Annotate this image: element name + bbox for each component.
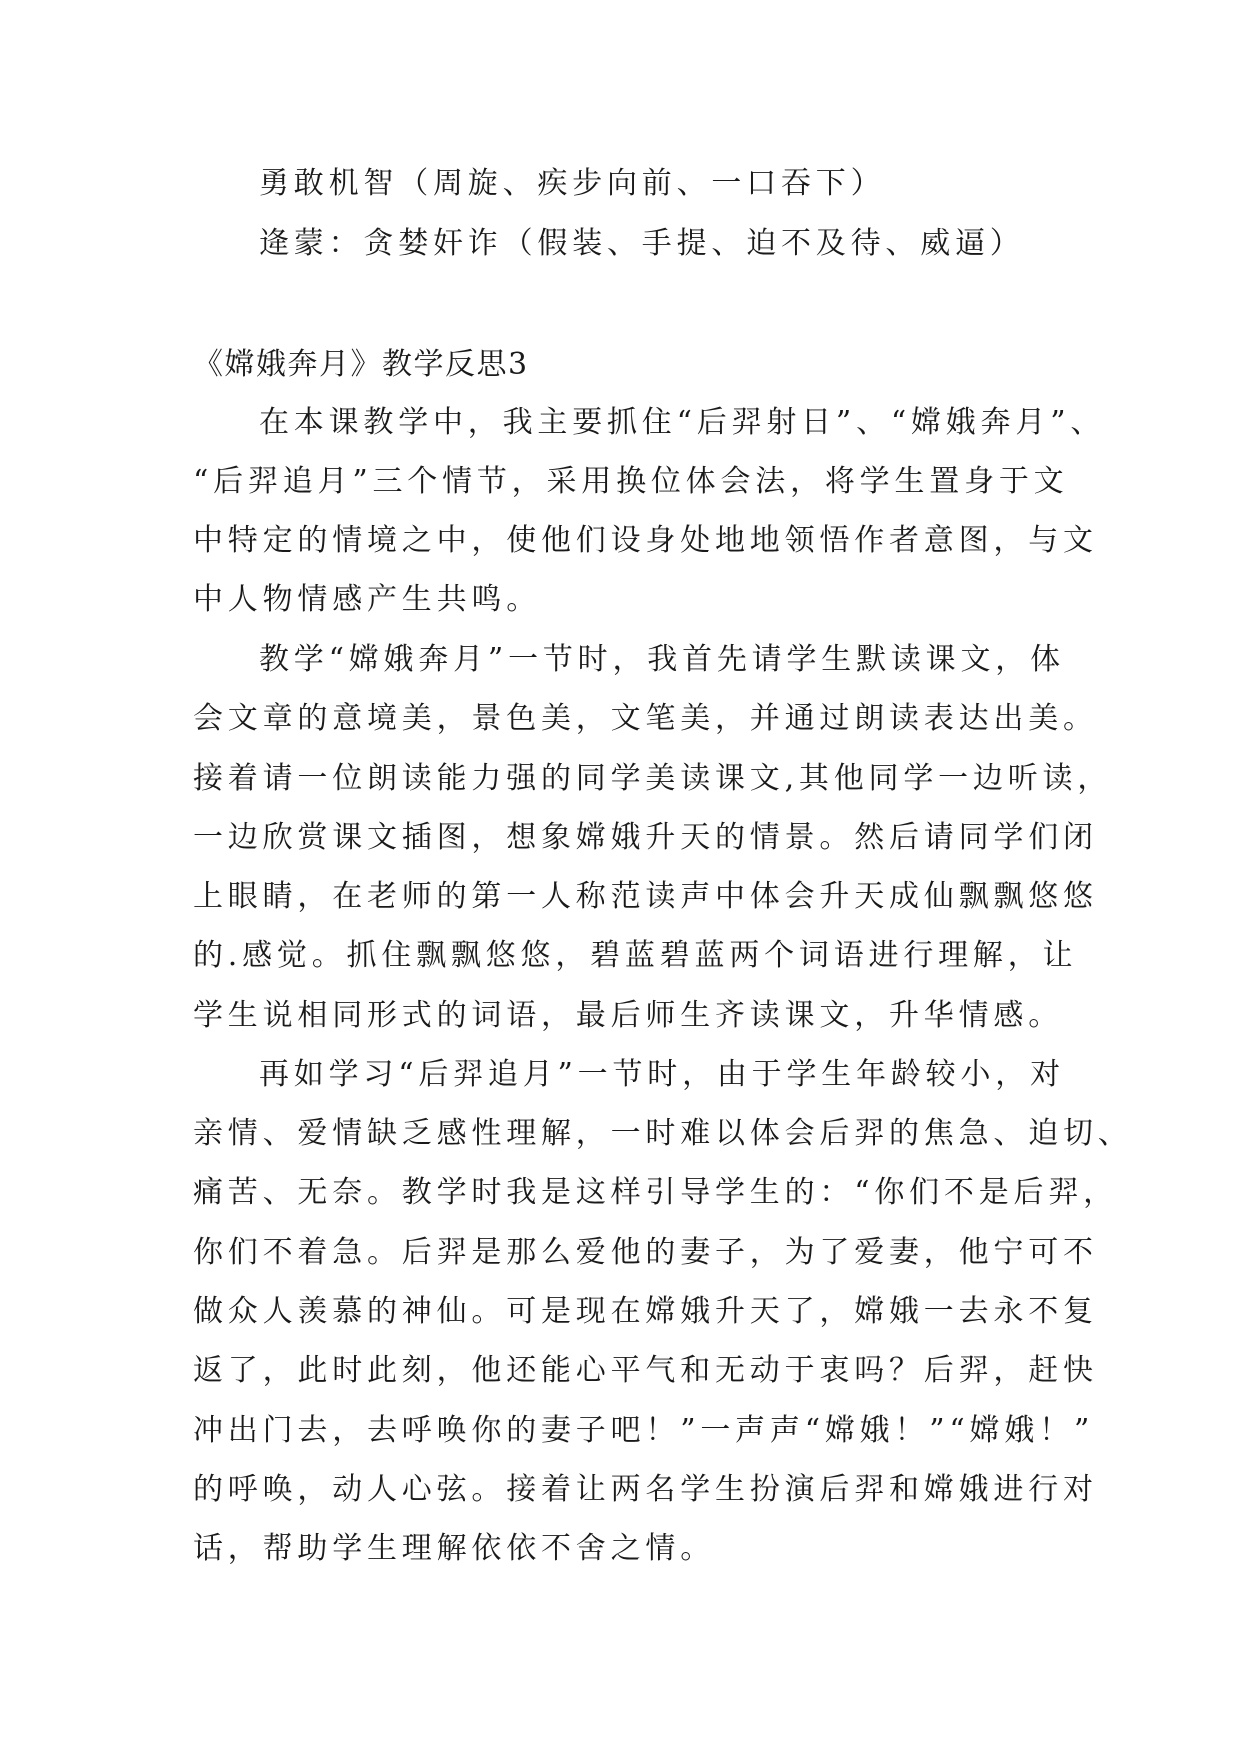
text-line: 勇敢机智（周旋、疾步向前、一口吞下）: [259, 166, 886, 201]
text-line: 上眼睛，在老师的第一人称范读声中体会升天成仙飘飘悠悠: [193, 879, 1098, 914]
text-line: 话，帮助学生理解依依不舍之情。: [193, 1531, 715, 1566]
text-line: 你们不着急。后羿是那么爱他的妻子，为了爱妻，他宁可不: [193, 1235, 1098, 1270]
text-line: 会文章的意境美，景色美，文笔美，并通过朗读表达出美。: [193, 701, 1098, 736]
text-line: 返了，此时此刻，他还能心平气和无动于衷吗？后羿，赶快: [193, 1353, 1098, 1388]
text-line: 一边欣赏课文插图，想象嫦娥升天的情景。然后请同学们闭: [193, 820, 1098, 855]
text-line: 学生说相同形式的词语，最后师生齐读课文，升华情感。: [193, 998, 1063, 1033]
text-line: 逄蒙：贪婪奸诈（假装、手提、迫不及待、威逼）: [259, 226, 1025, 261]
text-line: 的.感觉。抓住飘飘悠悠，碧蓝碧蓝两个词语进行理解，让: [193, 938, 1078, 973]
text-line: 做众人羡慕的神仙。可是现在嫦娥升天了，嫦娥一去永不复: [193, 1294, 1098, 1329]
text-line: 的呼唤，动人心弦。接着让两名学生扮演后羿和嫦娥进行对: [193, 1472, 1098, 1507]
section-title: 《嫦娥奔月》教学反思3: [193, 347, 529, 382]
text-line: 痛苦、无奈。教学时我是这样引导学生的：“你们不是后羿，: [193, 1175, 1118, 1210]
text-line: “后羿追月”三个情节，采用换位体会法，将学生置身于文: [193, 464, 1069, 499]
text-line: 中人物情感产生共鸣。: [193, 582, 541, 617]
text-line: 中特定的情境之中，使他们设身处地地领悟作者意图，与文: [193, 523, 1098, 558]
text-line: 亲情、爱情缺乏感性理解，一时难以体会后羿的焦急、迫切、: [193, 1116, 1133, 1151]
text-line: 冲出门去，去呼唤你的妻子吧！”一声声“嫦娥！”“嫦娥！”: [193, 1413, 1095, 1448]
text-line: 再如学习“后羿追月”一节时，由于学生年龄较小，对: [259, 1057, 1065, 1092]
text-line: 接着请一位朗读能力强的同学美读课文,其他同学一边听读，: [193, 761, 1113, 796]
text-line: 教学“嫦娥奔月”一节时，我首先请学生默读课文，体: [259, 642, 1065, 677]
text-line: 在本课教学中，我主要抓住“后羿射日”、“嫦娥奔月”、: [259, 405, 1106, 440]
